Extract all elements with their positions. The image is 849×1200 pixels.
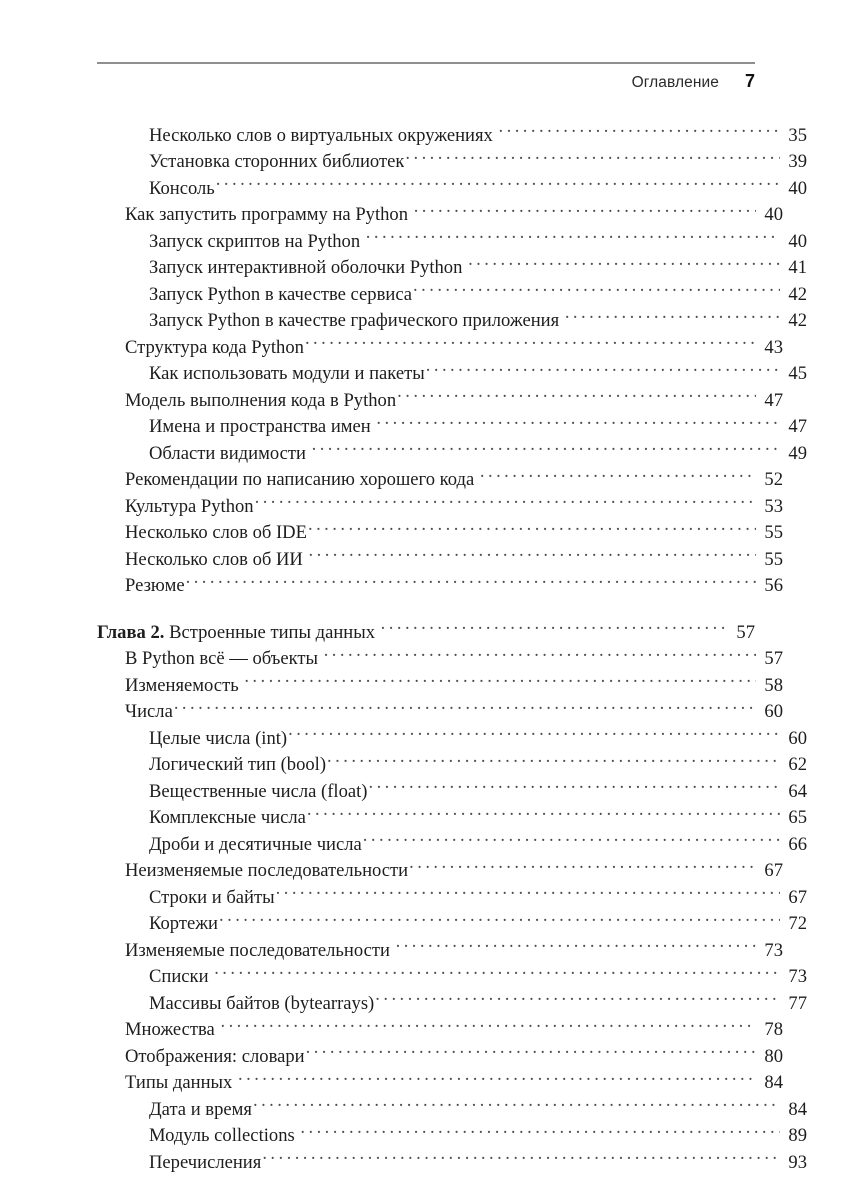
toc-entry[interactable] xyxy=(97,520,783,547)
toc-entry-page-number: 40 xyxy=(788,230,807,252)
toc-entry-label: Числа xyxy=(125,701,173,723)
toc-entry-label: Вещественные числа (float) xyxy=(149,780,368,802)
toc-entry-label: Неизменяемые последовательности xyxy=(125,860,409,882)
toc-dot-leader xyxy=(216,175,780,194)
toc-dot-leader xyxy=(426,361,780,380)
page-title: Оглавление xyxy=(631,74,719,91)
toc-entry-page-number: 41 xyxy=(788,257,807,279)
toc-entry-label: Рекомендации по написанию хорошего кода xyxy=(125,469,475,491)
toc-entry-page-number: 40 xyxy=(764,204,783,226)
toc-entry-page-number: 80 xyxy=(764,1045,783,1067)
toc-entry-page-number: 67 xyxy=(788,886,807,908)
toc-entry-label: Типы данных xyxy=(125,1072,233,1094)
toc-entry-label: Установка сторонних библиотек xyxy=(149,151,405,173)
toc-entry-label: Несколько слов о виртуальных окружениях xyxy=(149,124,493,146)
toc-entry-label: Несколько слов об ИИ xyxy=(125,548,303,570)
header-rule xyxy=(97,62,755,64)
toc-dot-leader xyxy=(309,546,756,565)
toc-dot-leader xyxy=(238,1070,756,1089)
toc-entry[interactable] xyxy=(97,964,807,991)
toc-dot-leader xyxy=(244,672,756,691)
toc-entry[interactable] xyxy=(97,175,807,202)
toc-dot-leader xyxy=(414,202,756,221)
toc-dot-leader xyxy=(255,493,756,512)
toc-entry-label: Модель выполнения кода в Python xyxy=(125,389,397,411)
toc-entry[interactable] xyxy=(97,387,783,414)
toc-entry-label: Комплексные числа xyxy=(149,807,306,829)
toc-dot-leader xyxy=(300,1123,780,1142)
toc-entry-page-number: 39 xyxy=(788,151,807,173)
toc-entry[interactable] xyxy=(97,546,783,573)
toc-dot-leader xyxy=(381,619,728,638)
toc-dot-leader xyxy=(468,255,780,274)
toc-entry[interactable] xyxy=(97,884,807,911)
toc-entry-label: Области видимости xyxy=(149,442,306,464)
toc-entry-label: Как использовать модули и пакеты xyxy=(149,363,425,385)
toc-entry-page-number: 73 xyxy=(764,939,783,961)
toc-entry-label: Логический тип (bool) xyxy=(149,754,327,776)
toc-dot-leader xyxy=(405,149,780,168)
toc-entry-page-number: 65 xyxy=(788,807,807,829)
toc-dot-leader xyxy=(363,831,780,850)
toc-entry[interactable] xyxy=(97,308,807,335)
toc-entry[interactable] xyxy=(97,752,807,779)
toc-entry[interactable] xyxy=(97,281,807,308)
toc-dot-leader xyxy=(327,752,780,771)
toc-entry-label: Дата и время xyxy=(149,1098,252,1120)
toc-entry-page-number: 77 xyxy=(788,992,807,1014)
toc-entry[interactable] xyxy=(97,202,783,229)
page-header xyxy=(97,62,755,102)
toc-entry-label: Резюме xyxy=(125,575,185,597)
toc-entry-page-number: 64 xyxy=(788,780,807,802)
toc-dot-leader xyxy=(220,1017,756,1036)
toc-entry[interactable] xyxy=(97,573,783,600)
toc-dot-leader xyxy=(396,937,756,956)
toc-entry-label xyxy=(97,620,380,647)
toc-dot-leader xyxy=(413,281,780,300)
toc-entry[interactable] xyxy=(97,1017,783,1044)
toc-entry[interactable] xyxy=(97,493,783,520)
toc-entry[interactable] xyxy=(97,255,807,282)
toc-entry-label: Целые числа (int) xyxy=(149,727,288,749)
toc-entry-page-number: 47 xyxy=(764,389,783,411)
toc-entry[interactable] xyxy=(97,334,783,361)
toc-dot-leader xyxy=(324,646,756,665)
toc-entry-page-number: 35 xyxy=(788,124,807,146)
toc-entry-page-number: 42 xyxy=(788,310,807,332)
toc-entry[interactable] xyxy=(97,1149,807,1176)
toc-entry[interactable] xyxy=(97,778,807,805)
toc-entry-page-number: 89 xyxy=(788,1125,807,1147)
table-of-contents xyxy=(97,122,807,1176)
toc-dot-leader xyxy=(214,964,780,983)
toc-entry[interactable] xyxy=(97,149,807,176)
toc-dot-leader xyxy=(409,858,756,877)
toc-dot-leader xyxy=(376,414,780,433)
toc-dot-leader xyxy=(276,884,780,903)
toc-entry-label: Дроби и десятичные числа xyxy=(149,833,362,855)
toc-dot-leader xyxy=(307,805,780,824)
toc-entry-page-number: 72 xyxy=(788,913,807,935)
page-number: 7 xyxy=(744,71,755,91)
toc-dot-leader xyxy=(312,440,780,459)
toc-entry-label: Изменяемые последовательности xyxy=(125,939,390,961)
toc-dot-leader xyxy=(306,1043,756,1062)
toc-entry-page-number: 66 xyxy=(788,833,807,855)
toc-entry-page-number: 67 xyxy=(764,860,783,882)
toc-entry[interactable] xyxy=(97,1123,807,1150)
toc-dot-leader xyxy=(186,573,756,592)
toc-entry-page-number: 45 xyxy=(788,363,807,385)
toc-entry-label: Культура Python xyxy=(125,495,254,517)
toc-entry-label: Списки xyxy=(149,966,209,988)
toc-entry-page-number: 49 xyxy=(788,442,807,464)
toc-entry[interactable] xyxy=(97,467,783,494)
toc-entry-page-number: 84 xyxy=(788,1098,807,1120)
toc-entry-label: Модуль collections xyxy=(149,1125,295,1147)
toc-dot-leader xyxy=(565,308,780,327)
toc-entry-page-number: 52 xyxy=(764,469,783,491)
toc-entry[interactable] xyxy=(97,440,807,467)
toc-entry-page-number: 60 xyxy=(764,701,783,723)
toc-entry-page-number: 73 xyxy=(788,966,807,988)
toc-entry-label: В Python всё — объекты xyxy=(125,648,319,670)
toc-entry[interactable] xyxy=(97,990,807,1017)
toc-entry-label: Запуск интерактивной оболочки Python xyxy=(149,257,463,279)
toc-entry-page-number: 42 xyxy=(788,283,807,305)
toc-entry[interactable] xyxy=(97,414,807,441)
toc-dot-leader xyxy=(499,122,780,141)
toc-dot-leader xyxy=(366,228,780,247)
toc-entry-page-number: 57 xyxy=(764,648,783,670)
toc-entry-label: Отображения: словари xyxy=(125,1045,305,1067)
toc-dot-leader xyxy=(288,725,780,744)
toc-entry-page-number: 53 xyxy=(764,495,783,517)
toc-entry-page-number: 56 xyxy=(764,575,783,597)
toc-entry-page-number: 60 xyxy=(788,727,807,749)
toc-entry[interactable] xyxy=(97,911,807,938)
toc-entry-label: Массивы байтов (bytearrays) xyxy=(149,992,375,1014)
toc-entry[interactable] xyxy=(97,122,807,149)
toc-entry-label: Запуск скриптов на Python xyxy=(149,230,361,252)
toc-dot-leader xyxy=(308,520,756,539)
toc-entry-page-number: 40 xyxy=(788,177,807,199)
toc-entry[interactable] xyxy=(97,672,783,699)
toc-dot-leader xyxy=(219,911,780,930)
toc-entry-label: Множества xyxy=(125,1019,215,1041)
toc-entry-page-number: 57 xyxy=(736,621,755,643)
toc-entry[interactable] xyxy=(97,725,807,752)
toc-entry[interactable] xyxy=(97,858,783,885)
toc-dot-leader xyxy=(253,1096,780,1115)
toc-entry-label: Несколько слов об IDE xyxy=(125,522,307,544)
toc-entry[interactable] xyxy=(97,619,755,646)
toc-dot-leader xyxy=(174,699,756,718)
toc-entry[interactable] xyxy=(97,699,783,726)
toc-dot-leader xyxy=(375,990,780,1009)
toc-entry-page-number: 62 xyxy=(788,754,807,776)
toc-entry[interactable] xyxy=(97,646,783,673)
toc-entry-label: Перечисления xyxy=(149,1151,262,1173)
toc-dot-leader xyxy=(368,778,780,797)
toc-entry-label: Строки и байты xyxy=(149,886,275,908)
toc-entry-label: Кортежи xyxy=(149,913,218,935)
toc-dot-leader xyxy=(480,467,756,486)
toc-entry[interactable] xyxy=(97,361,807,388)
toc-dot-leader xyxy=(305,334,756,353)
toc-entry-page-number: 58 xyxy=(764,674,783,696)
toc-entry-page-number: 47 xyxy=(788,416,807,438)
toc-chapter-prefix: Глава 2. xyxy=(97,621,165,643)
toc-entry-label: Имена и пространства имен xyxy=(149,416,371,438)
toc-entry-label: Как запустить программу на Python xyxy=(125,204,409,226)
toc-entry-label: Запуск Python в качестве графического приложения xyxy=(149,310,560,332)
toc-entry-title: Встроенные типы данных xyxy=(169,621,376,643)
toc-entry-page-number: 93 xyxy=(788,1151,807,1173)
toc-entry[interactable] xyxy=(97,805,807,832)
header-inner xyxy=(632,71,755,92)
toc-entry-page-number: 55 xyxy=(764,522,783,544)
toc-entry[interactable] xyxy=(97,1096,807,1123)
toc-entry[interactable] xyxy=(97,228,807,255)
toc-dot-leader xyxy=(397,387,756,406)
toc-entry-label: Изменяемость xyxy=(125,674,239,696)
toc-entry-page-number: 55 xyxy=(764,548,783,570)
toc-entry-page-number: 43 xyxy=(764,336,783,358)
toc-entry-page-number: 84 xyxy=(764,1072,783,1094)
toc-dot-leader xyxy=(262,1149,780,1168)
toc-entry-page-number: 78 xyxy=(764,1019,783,1041)
toc-entry[interactable] xyxy=(97,937,783,964)
toc-entry[interactable] xyxy=(97,1043,783,1070)
toc-entry-label: Консоль xyxy=(149,177,215,199)
toc-entry-label: Структура кода Python xyxy=(125,336,304,358)
toc-entry-label: Запуск Python в качестве сервиса xyxy=(149,283,413,305)
toc-entry[interactable] xyxy=(97,831,807,858)
toc-entry[interactable] xyxy=(97,1070,783,1097)
